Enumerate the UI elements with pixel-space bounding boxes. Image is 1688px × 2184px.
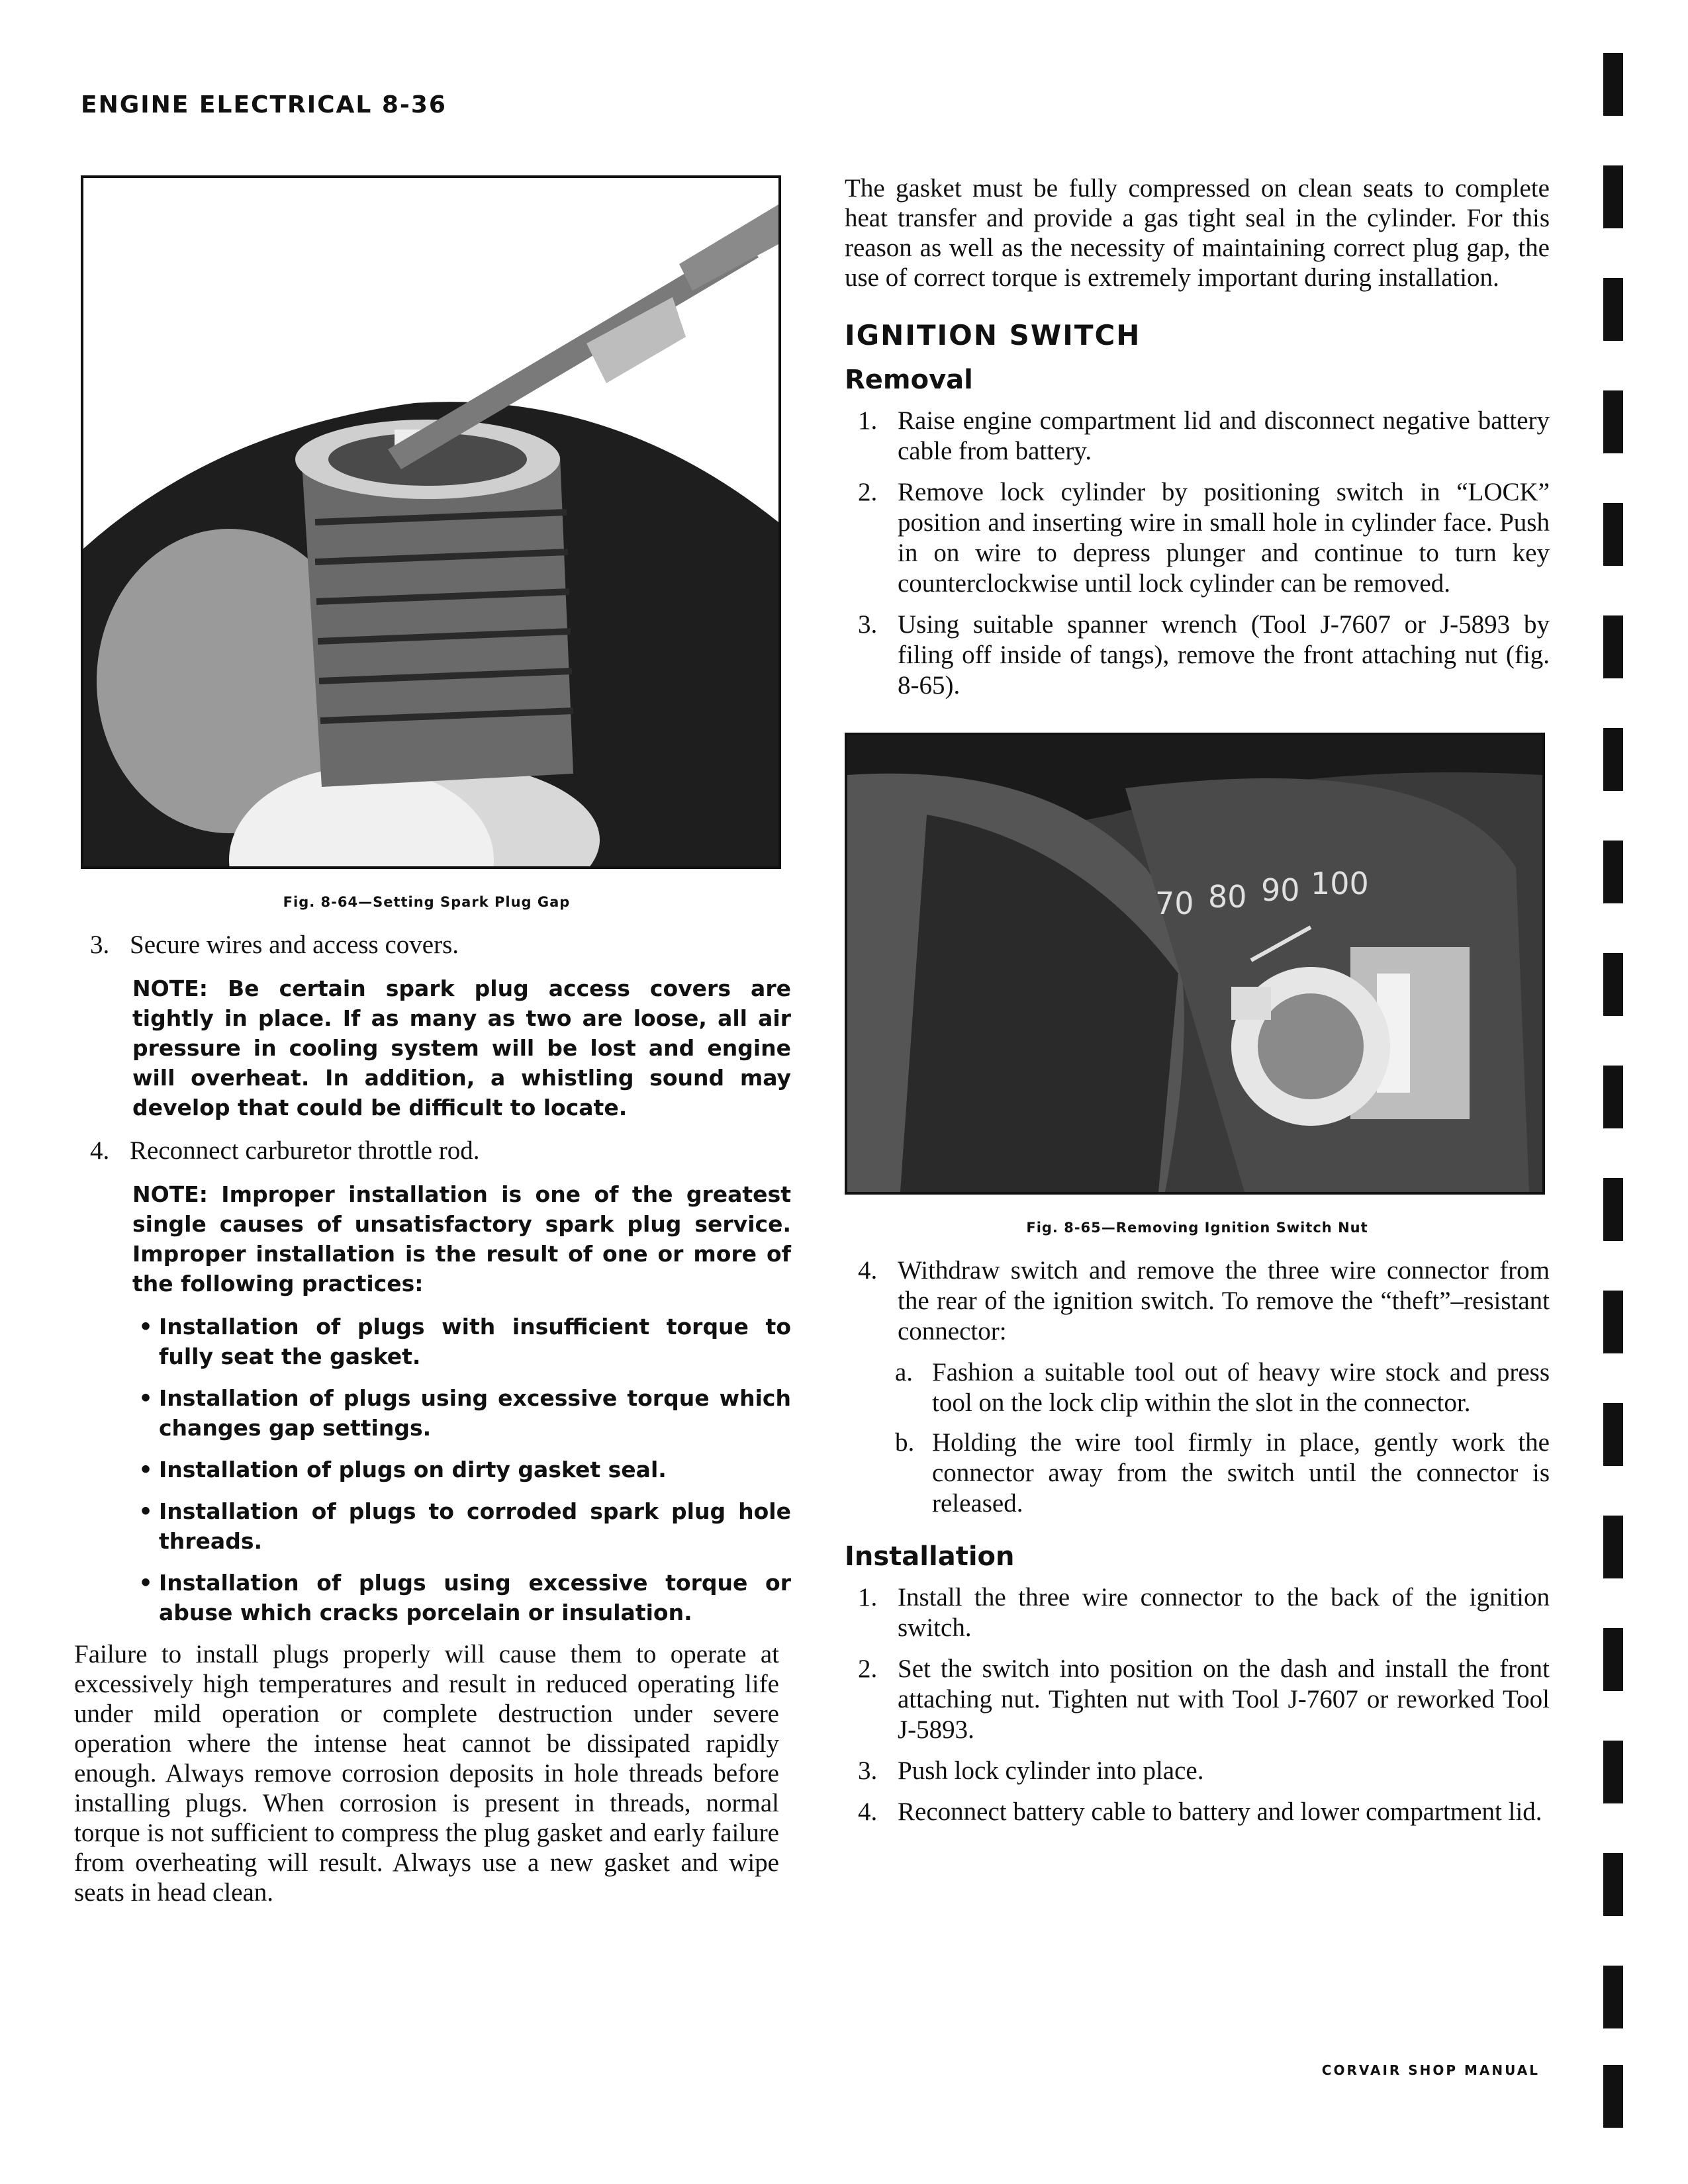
figure-2-caption: Fig. 8-65—Removing Ignition Switch Nut xyxy=(1026,1220,1368,1236)
sub-step-b: b. Holding the wire tool firmly in place, gently work the connector away from the switch until the connector is released. xyxy=(895,1428,1550,1518)
removal-step-4: 4. Withdraw switch and remove the three wire connector from the rear of the ignition switch. To remove the “theft”–resistant connector: xyxy=(858,1256,1550,1345)
spark-plug-gap-photo xyxy=(81,175,781,869)
removal-step-3: 3. Using suitable spanner wrench (Tool J-7607 or J-5893 by filing off inside of tangs), remove the front attaching nut (fig. 8-65). xyxy=(858,610,1550,700)
installation-step-2: 2. Set the switch into position on the dash and install the front attaching nut. Tighten nut with Tool J-7607 or reworked Tool J-5893. xyxy=(858,1655,1550,1744)
note-access-covers: NOTE: Be certain spark plug access covers are tightly in place. If as many as two are loose, all air pressure in cooling system will be lost and engine will overheat. In addition, a whistling sound may develop that could be difficult to locate. xyxy=(132,976,791,1120)
failure-paragraph: Failure to install plugs properly will cause them to operate at excessively high temperatures and result in reduced operating life under mild operation or complete destruction under severe operation where the intense heat cannot be dissipated rapidly enough. Always remove corrosion deposits in hole threads before installing plugs. When corrosion is present in threads, normal torque is not sufficient to compress the plug gasket and early failure from overheating will result. Always use a new gasket and wipe seats in head clean. xyxy=(74,1640,779,1907)
left-column xyxy=(74,175,791,1907)
ignition-switch-illustration xyxy=(847,735,1542,1192)
list-item: • Installation of plugs using excessive torque or abuse which cracks porcelain or insulation. xyxy=(138,1570,791,1625)
svg-text:90: 90 xyxy=(1261,872,1300,908)
list-item: • Installation of plugs using excessive torque which changes gap settings. xyxy=(138,1385,791,1441)
step-text: Reconnect carburetor throttle rod. xyxy=(130,1136,480,1165)
spark-plug-gap-illustration xyxy=(83,178,778,866)
step-number: 4. xyxy=(90,1136,110,1165)
page-header: ENGINE ELECTRICAL 8-36 xyxy=(81,91,447,118)
left-step-4 xyxy=(90,1136,779,1166)
removal-step-2: 2. Remove lock cylinder by positioning switch in “LOCK” position and inserting wire in small hole in cylinder face. Push in on wire to depress plunger and continue to turn key counterclockwise until lock cylinder can be removed. xyxy=(858,478,1550,598)
page-footer: CORVAIR SHOP MANUAL xyxy=(1321,2062,1540,2078)
step-number: 3. xyxy=(90,931,110,959)
installation-step-3: 3. Push lock cylinder into place. xyxy=(858,1756,1204,1785)
left-step-3 xyxy=(90,930,779,960)
note-improper-installation: NOTE: Improper installation is one of the greatest single causes of unsatisfactory spark plug service. Improper installation is the result of one or more of the following practices: xyxy=(132,1181,791,1297)
figure-1-caption: Fig. 8-64—Setting Spark Plug Gap xyxy=(283,894,571,910)
svg-text:70: 70 xyxy=(1155,886,1194,921)
right-column xyxy=(845,173,1550,1838)
list-item: • Installation of plugs on dirty gasket seal. xyxy=(138,1457,667,1482)
sub-step-a: a. Fashion a suitable tool out of heavy wire stock and press tool on the lock clip within the slot in the connector. xyxy=(895,1358,1550,1417)
installation-step-1: 1. Install the three wire connector to the back of the ignition switch. xyxy=(858,1583,1550,1642)
step-text: Secure wires and access covers. xyxy=(130,931,459,959)
list-item: • Installation of plugs to corroded spark plug hole threads. xyxy=(138,1498,791,1554)
installation-step-4: 4. Reconnect battery cable to battery and lower compartment lid. xyxy=(858,1797,1542,1826)
installation-title: Installation xyxy=(845,1541,1015,1572)
list-item: • Installation of plugs with insufficient torque to fully seat the gasket. xyxy=(138,1314,791,1369)
removal-step-1: 1. Raise engine compartment lid and disconnect negative battery cable from battery. xyxy=(858,406,1550,465)
svg-text:80: 80 xyxy=(1208,879,1247,915)
removal-title: Removal xyxy=(845,365,973,395)
ignition-switch-photo xyxy=(845,733,1545,1195)
section-title: IGNITION SWITCH xyxy=(845,319,1141,351)
improper-practices-list xyxy=(132,1312,791,1627)
gasket-paragraph: The gasket must be fully compressed on clean seats to complete heat transfer and provide a gas tight seal in the cylinder. For this reason as well as the necessity of maintaining correct plug gap, the use of correct torque is extremely important during installation. xyxy=(845,174,1550,292)
svg-text:100: 100 xyxy=(1311,866,1369,901)
